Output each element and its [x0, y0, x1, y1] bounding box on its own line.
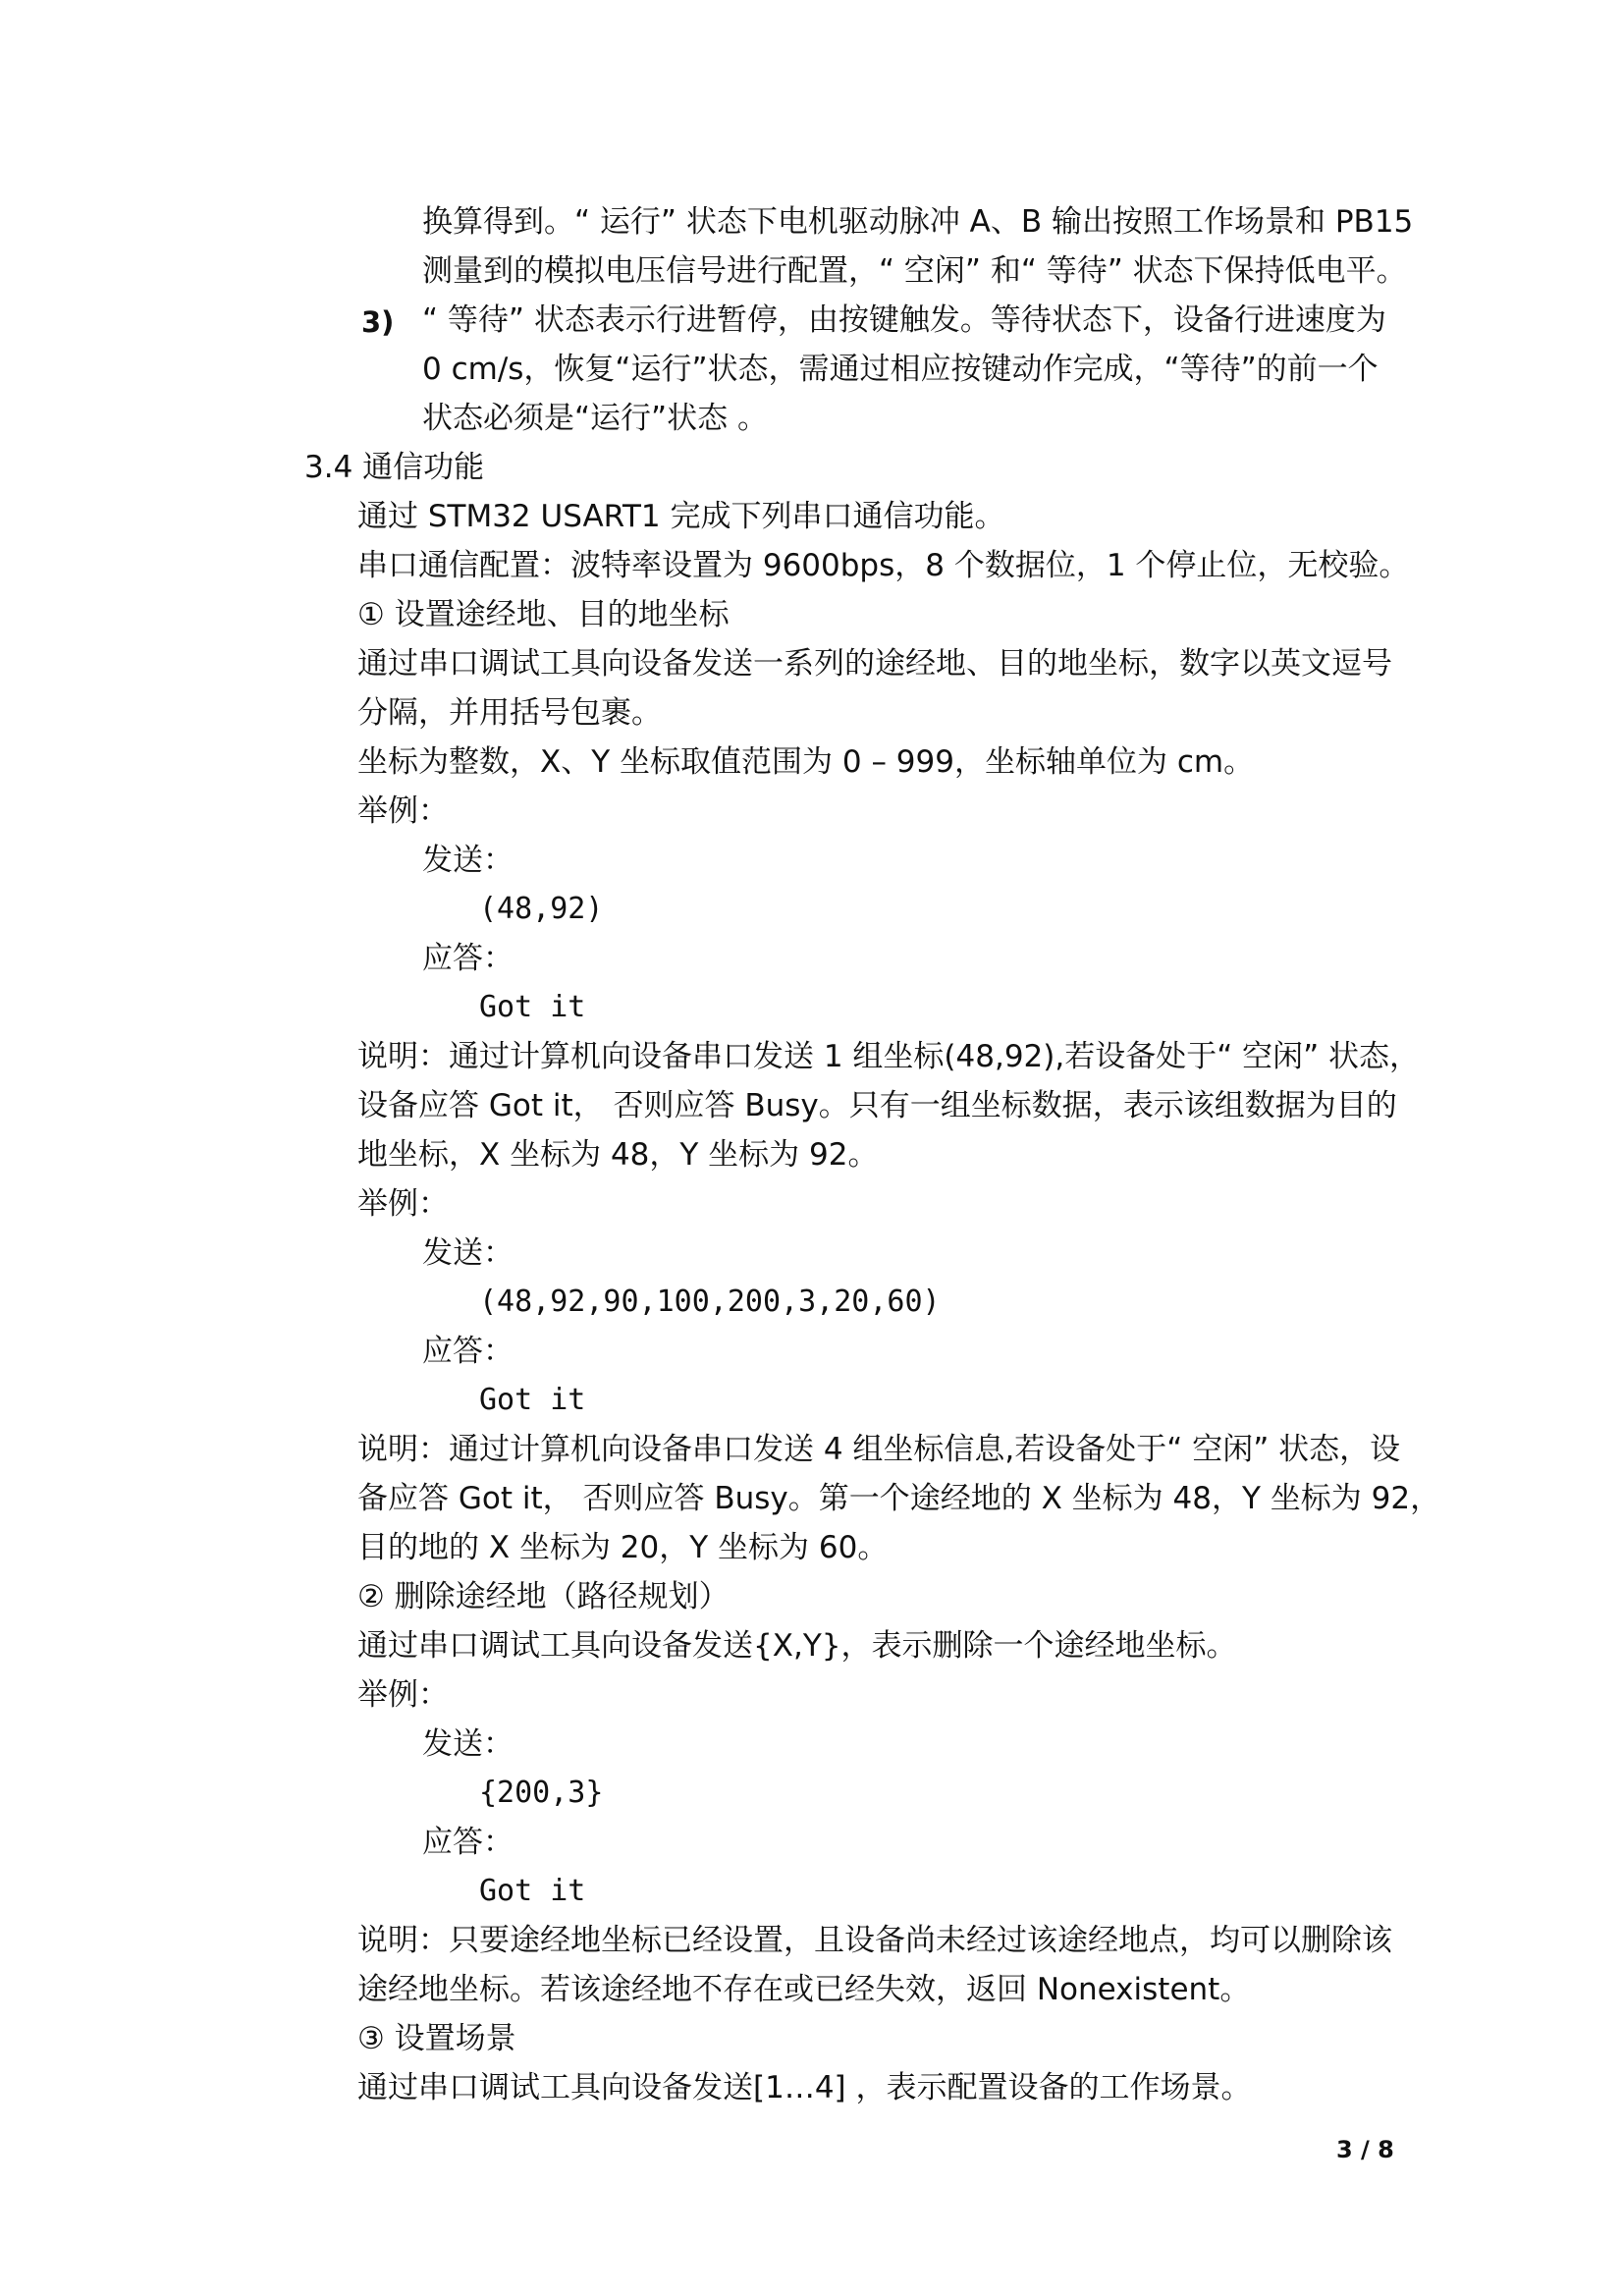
send-label: 发送： [422, 843, 514, 878]
paragraph-line: 0 cm/s，恢复“运行”状态，需通过相应按键动作完成，“等待”的前一个 [422, 352, 1379, 387]
paragraph-line: 目的地的 X 坐标为 20，Y 坐标为 60。 [357, 1530, 889, 1565]
paragraph-line: 通过串口调试工具向设备发送{X,Y}，表示删除一个途经地坐标。 [357, 1628, 1237, 1664]
paragraph-line: 通过 STM32 USART1 完成下列串口通信功能。 [357, 499, 1005, 534]
reply-label: 应答： [422, 1825, 514, 1860]
paragraph-line: 串口通信配置：波特率设置为 9600bps，8 个数据位，1 个停止位，无校验。 [357, 548, 1410, 583]
send-code: {200,3} [479, 1776, 604, 1810]
subsection-title: ① 设置途经地、目的地坐标 [357, 597, 730, 632]
paragraph-line: 通过串口调试工具向设备发送一系列的途经地、目的地坐标，数字以英文逗号 [357, 646, 1392, 682]
section-title: 3.4 通信功能 [304, 450, 485, 485]
reply-code: Got it [479, 1383, 586, 1417]
example-label: 举例： [357, 1677, 449, 1713]
reply-label: 应答： [422, 941, 514, 976]
page-number: 3 / 8 [1336, 2136, 1394, 2163]
example-label: 举例： [357, 793, 449, 829]
paragraph-line: 说明：通过计算机向设备串口发送 4 组坐标信息,若设备处于“ 空闲” 状态，设 [357, 1432, 1401, 1467]
paragraph-line: 测量到的模拟电压信号进行配置，“ 空闲” 和“ 等待” 状态下保持低电平。 [422, 253, 1407, 289]
paragraph-line: 通过串口调试工具向设备发送[1…4] ，表示配置设备的工作场景。 [357, 2070, 1252, 2105]
paragraph-line: 设备应答 Got it， 否则应答 Busy。只有一组坐标数据，表示该组数据为目的 [357, 1088, 1397, 1123]
paragraph-line: 坐标为整数，X、Y 坐标取值范围为 0 – 999，坐标轴单位为 cm。 [357, 744, 1255, 780]
subsection-title: ③ 设置场景 [357, 2021, 516, 2056]
send-code: (48,92,90,100,200,3,20,60) [479, 1285, 941, 1319]
paragraph-line: 说明：通过计算机向设备串口发送 1 组坐标(48,92),若设备处于“ 空闲” 状态， [357, 1039, 1421, 1074]
reply-code: Got it [479, 990, 586, 1024]
paragraph-line: 途经地坐标。若该途经地不存在或已经失效，返回 Nonexistent。 [357, 1972, 1251, 2007]
paragraph-line: 说明：只要途经地坐标已经设置，且设备尚未经过该途经地点，均可以删除该 [357, 1923, 1392, 1958]
paragraph-line: 状态必须是“运行”状态 。 [422, 401, 768, 436]
list-number: 3) [361, 305, 395, 339]
reply-code: Got it [479, 1874, 586, 1908]
send-label: 发送： [422, 1235, 514, 1271]
example-label: 举例： [357, 1186, 449, 1222]
paragraph-line: 地坐标，X 坐标为 48，Y 坐标为 92。 [357, 1137, 879, 1173]
paragraph-line: 备应答 Got it， 否则应答 Busy。第一个途经地的 X 坐标为 48，Y 坐标为 92， [357, 1481, 1441, 1516]
subsection-title: ② 删除途经地（路径规划） [357, 1579, 730, 1614]
paragraph-line: 分隔，并用括号包裹。 [357, 695, 662, 731]
send-label: 发送： [422, 1726, 514, 1762]
paragraph-line: “ 等待” 状态表示行进暂停，由按键触发。等待状态下，设备行进速度为 [422, 302, 1386, 338]
send-code: (48,92) [479, 892, 604, 926]
reply-label: 应答： [422, 1334, 514, 1369]
paragraph-line: 换算得到。“ 运行” 状态下电机驱动脉冲 A、B 输出按照工作场景和 PB15 [422, 204, 1414, 240]
